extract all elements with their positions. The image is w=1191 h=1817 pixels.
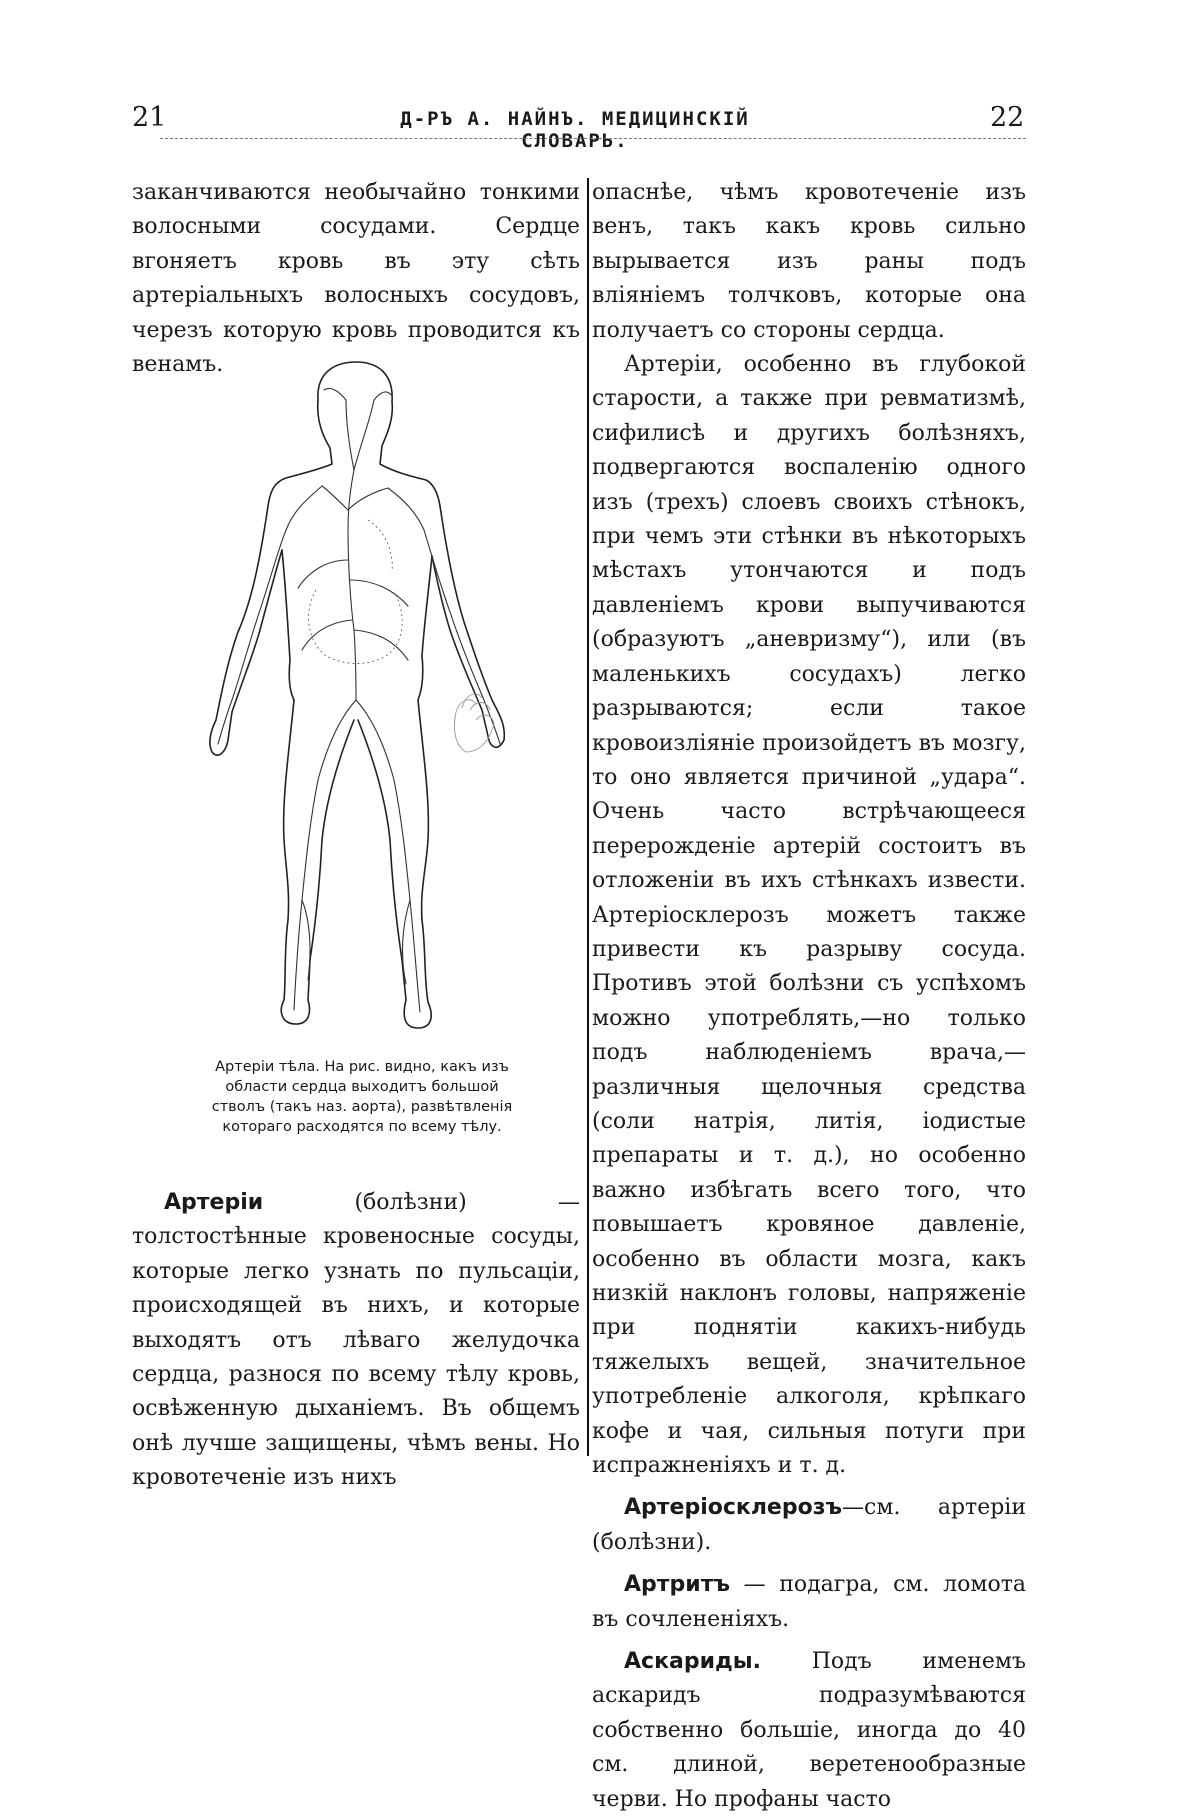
entry-arteriosclerosis	[592, 1491, 1026, 1560]
figure-hand-sketch	[454, 694, 494, 752]
entry-arterii	[132, 1186, 580, 1496]
page-number-right: 22	[990, 102, 1025, 133]
entry-arteriosclerosis-text: —см. артеріи (болѣзни).	[592, 1495, 1026, 1555]
figure-right-arm	[432, 506, 504, 747]
entry-arthritis-text: — подагра, см. ломота въ сочлененіяхъ.	[592, 1572, 1026, 1632]
left-intro-paragraph: заканчиваются необычайно тонкими волосными сосудами. Сердце вгоняетъ кровь въ эту сѣть артеріальныхъ волосныхъ сосудовъ, черезъ которую кровь проводится къ венамъ.	[132, 180, 580, 378]
figure-head-outline	[318, 362, 440, 506]
right-column	[592, 176, 1026, 1817]
entry-arterii-term: Артеріи	[164, 1190, 264, 1215]
entry-ascarides	[592, 1645, 1026, 1817]
left-column-bottom	[132, 1186, 580, 1496]
arteries-figure	[198, 360, 516, 1050]
figure-right-leg	[358, 700, 431, 1028]
entry-arteriosclerosis-term: Артеріосклерозъ	[624, 1495, 843, 1521]
entry-ascarides-text: Подъ именемъ аскаридъ подразумѣваются собственно большіе, иногда до 40 см. длиной, веретенообразные черви. Но профаны часто	[592, 1649, 1026, 1812]
figure-left-leg	[281, 700, 354, 1024]
figure-left-arm	[210, 506, 282, 755]
page-number-left: 21	[132, 102, 167, 133]
right-paragraph-arteries-disease: Артеріи, особенно въ глубокой старости, а также при ревматизмѣ, сифилисѣ и другихъ болѣзняхъ, подвергаются воспаленію одного изъ (трехъ) слоевъ своихъ стѣнокъ, при чемъ эти стѣнки въ нѣкоторыхъ мѣстахъ утончаются и подъ давленіемъ крови выпучиваются (образуютъ „аневризму“), или (въ маленькихъ сосудахъ) легко разрываются; если такое кровоизліяніе произойдетъ въ мозгу, то оно является причиной „удара“. Очень часто встрѣчающееся перерожденіе артерій состоитъ въ отложеніи въ ихъ стѣнкахъ извести. Артеріосклерозъ можетъ также привести къ разрыву сосуда. Противъ этой болѣзни съ успѣхомъ можно употреблять,—но только подъ наблюденіемъ врача,—различныя щелочныя средства (соли натрія, литія, іодистые препараты и т. д.), но особенно важно избѣгать всего того, что повышаетъ кровяное давленіе, особенно въ области мозга, какъ низкій наклонъ головы, напряженіе при поднятіи какихъ-нибудь тяжелыхъ вещей, значительное употребленіе алкоголя, крѣпкаго кофе и чая, сильныя потуги при испражненіяхъ и т. д.	[592, 352, 1026, 1479]
figure-caption: Артеріи тѣла. На рис. видно, какъ изъ области сердца выходитъ большой стволъ (такъ наз. аорта), развѣтвленія котораго расходятся по всему тѣлу.	[211, 1059, 513, 1135]
right-continuation-paragraph: опаснѣе, чѣмъ кровотеченіе изъ венъ, такъ какъ кровь сильно вырывается изъ раны подъ вліяніемъ толчковъ, которые она получаетъ со стороны сердца.	[592, 180, 1026, 343]
figure-torso	[282, 550, 294, 700]
left-column-top	[132, 176, 580, 382]
header-rule	[160, 138, 1026, 139]
entry-ascarides-term: Аскариды.	[624, 1649, 762, 1675]
column-divider	[587, 178, 589, 1456]
running-title: Д-РЪ А. НАЙНЪ. МЕДИЦИНСКІЙ СЛОВАРЬ.	[400, 108, 750, 152]
entry-arterii-text: (болѣзни) — толстостѣнные кровеносные сосуды, которые легко узнать по пульсаціи, происходящей въ нихъ, и которые выходятъ отъ лѣваго желудочка сердца, разнося по всему тѣлу кровь, освѣженную дыханіемъ. Въ общемъ онѣ лучше защищены, чѣмъ вены. Но кровотеченіе изъ нихъ	[132, 1190, 580, 1491]
entry-arthritis-term: Артритъ	[624, 1572, 730, 1598]
entry-arthritis	[592, 1568, 1026, 1637]
